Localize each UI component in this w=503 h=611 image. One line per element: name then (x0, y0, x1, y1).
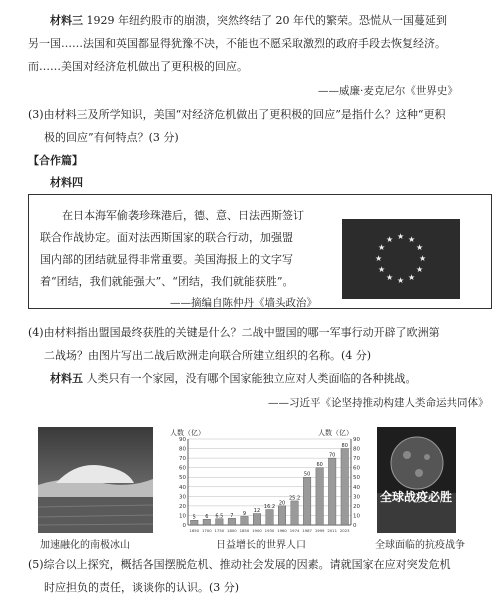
material3-source: ——威廉·麦克尼尔《世界史》 (318, 85, 458, 97)
star-icon: ★ (419, 254, 427, 263)
bar (253, 514, 261, 525)
caption-left: 加速融化的南极冰山 (40, 540, 130, 551)
bar-value-label: 9 (242, 510, 247, 517)
y-tick-label-right: 40 (353, 484, 360, 491)
bar (228, 518, 236, 525)
material4-line3: 国内部的团结就显得非常重要。美国海报上的文字写 (40, 253, 293, 266)
poster-text: 全球战疫必胜 (380, 490, 453, 504)
bar (203, 519, 211, 525)
star-icon: ★ (408, 273, 416, 282)
star-icon: ★ (386, 235, 394, 244)
bar-value-label: 60 (316, 462, 323, 469)
star-icon: ★ (386, 273, 394, 282)
anti-epidemic-poster (377, 427, 456, 533)
material5-label: 材料五 (50, 372, 83, 385)
material4-line1: 在日本海军偷袭珍珠港后，德、意、日法西斯签订 (62, 209, 304, 222)
bar (341, 449, 349, 525)
x-tick-label: 2011 (327, 528, 338, 533)
y-tick-label-right: 70 (353, 456, 360, 463)
bar (328, 458, 336, 525)
x-tick-label: 2023 (339, 528, 350, 533)
y-tick-label-left: 70 (179, 456, 186, 463)
y-tick-label-left: 90 (179, 437, 186, 443)
y-tick-label-right: 90 (353, 437, 360, 443)
y-tick-label-right: 30 (353, 494, 360, 501)
star-icon: ★ (416, 265, 424, 274)
y-tick-label-right: 10 (353, 513, 360, 520)
bar (216, 519, 224, 525)
material4-source: ——摘编自陈仲丹《墙头政治》 (170, 297, 317, 309)
y-tick-label-left: 80 (179, 446, 186, 453)
bar-value-label: 20 (278, 500, 286, 507)
caption-right: 全球面临的抗疫战争 (375, 540, 465, 551)
y-tick-label-right: 50 (353, 475, 360, 482)
x-tick-label: 1974 (289, 528, 300, 533)
y-tick-label-left: 50 (179, 475, 186, 482)
y-tick-label-right: 60 (353, 465, 360, 472)
question3-line2: 极的回应”有何特点？(3 分) (44, 131, 179, 144)
bar-value-label: 6.5 (215, 513, 224, 520)
x-tick-label: 1987 (302, 528, 312, 533)
x-tick-label: 1750 (214, 528, 225, 533)
question3-line1: (3)由材料三及所学知识，美国“对经济危机做出了更积极的回应”是指什么？这种“更积 (28, 108, 446, 121)
bar-value-label: 5 (192, 514, 196, 521)
x-tick-label: 1900 (252, 528, 262, 533)
material5-line: 材料五 人类只有一个家园，没有哪个国家能独立应对人类面临的各种挑战。 (50, 372, 417, 385)
bar-value-label: 70 (329, 452, 336, 459)
star-icon: ★ (408, 235, 416, 244)
material5-source: ——习近平《论坚持推动构建人类命运共同体》 (268, 397, 489, 409)
bar (278, 506, 286, 525)
bar (291, 501, 299, 525)
bar-value-label: 6 (205, 513, 209, 520)
question4-line2: 二战场？由图片写出二战后欧洲走向联合所建立组织的名称。(4 分) (44, 349, 372, 362)
world-population-chart (168, 427, 371, 538)
y-axis-title-left: 人数（亿） (170, 429, 205, 437)
material3-line3: 而……美国对经济危机做出了更积极的回应。 (28, 60, 248, 73)
y-tick-label-left: 30 (179, 494, 186, 501)
y-axis-title-right: 人数（亿） (318, 429, 353, 437)
section-title: 【合作篇】 (28, 154, 83, 167)
y-tick-label-left: 20 (179, 503, 186, 510)
bar (266, 510, 274, 525)
y-tick-label-right: 20 (353, 503, 360, 510)
star-icon: ★ (375, 254, 383, 263)
x-tick-label: 1930 (264, 528, 275, 533)
y-tick-label-right: 0 (353, 523, 357, 529)
star-icon: ★ (378, 265, 386, 274)
x-tick-label: 1700 (201, 528, 212, 533)
material3-line1: 材料三 1929 年纽约股市的崩溃，突然终结了 20 年代的繁荣。恐慌从一国蔓延到 (50, 14, 447, 27)
material3-line2: 另一国……法国和英国都显得犹豫不决，不能也不愿采取激烈的政府手段去恢复经济。 (28, 37, 446, 50)
caption-middle: 日益增长的世界人口 (216, 540, 306, 551)
y-tick-label-left: 60 (179, 465, 186, 472)
bar (316, 468, 324, 525)
eu-flag-image (342, 219, 460, 299)
bar-value-label: 12 (253, 508, 261, 515)
bar-value-label: 80 (341, 443, 348, 450)
x-tick-label: 1800 (227, 528, 237, 533)
x-tick-label: 1960 (277, 528, 287, 533)
star-icon: ★ (397, 232, 405, 241)
star-icon: ★ (397, 276, 405, 285)
bar-value-label: 25.2 (289, 495, 301, 502)
material4-label: 材料四 (50, 176, 83, 189)
bar-value-label: 7 (230, 512, 234, 519)
bar (241, 516, 249, 525)
y-tick-label-right: 80 (353, 446, 360, 453)
x-tick-label: 1850 (239, 528, 250, 533)
material3-label: 材料三 (50, 14, 83, 27)
bar-value-label: 50 (303, 471, 311, 478)
star-icon: ★ (378, 243, 386, 252)
bar (191, 520, 199, 525)
question5-line2: 时应担负的责任，谈谈你的认识。(3 分) (44, 581, 240, 594)
material4-line2: 联合作战协定。面对法西斯国家的联合行动，加强盟 (40, 231, 293, 244)
question4-line1: (4)由材料指出盟国最终获胜的关键是什么？二战中盟国的哪一军事行动开辟了欧洲第 (28, 326, 440, 339)
x-tick-label: 1999 (314, 528, 325, 533)
y-tick-label-left: 0 (182, 523, 186, 529)
question5-line1: (5)综合以上探究，概括各国摆脱危机、推动社会发展的因素。请就国家在应对突发危机 (28, 558, 451, 571)
bar-value-label: 16.2 (263, 504, 276, 511)
y-tick-label-left: 40 (179, 484, 186, 491)
bar (303, 477, 311, 525)
x-tick-label: 1650 (189, 528, 200, 533)
material4-line4: 着“团结，我们就能强大”、“团结，我们就能获胜”。 (40, 275, 294, 288)
y-tick-label-left: 10 (179, 513, 186, 520)
antarctic-iceberg-photo (38, 427, 153, 533)
star-icon: ★ (416, 243, 424, 252)
